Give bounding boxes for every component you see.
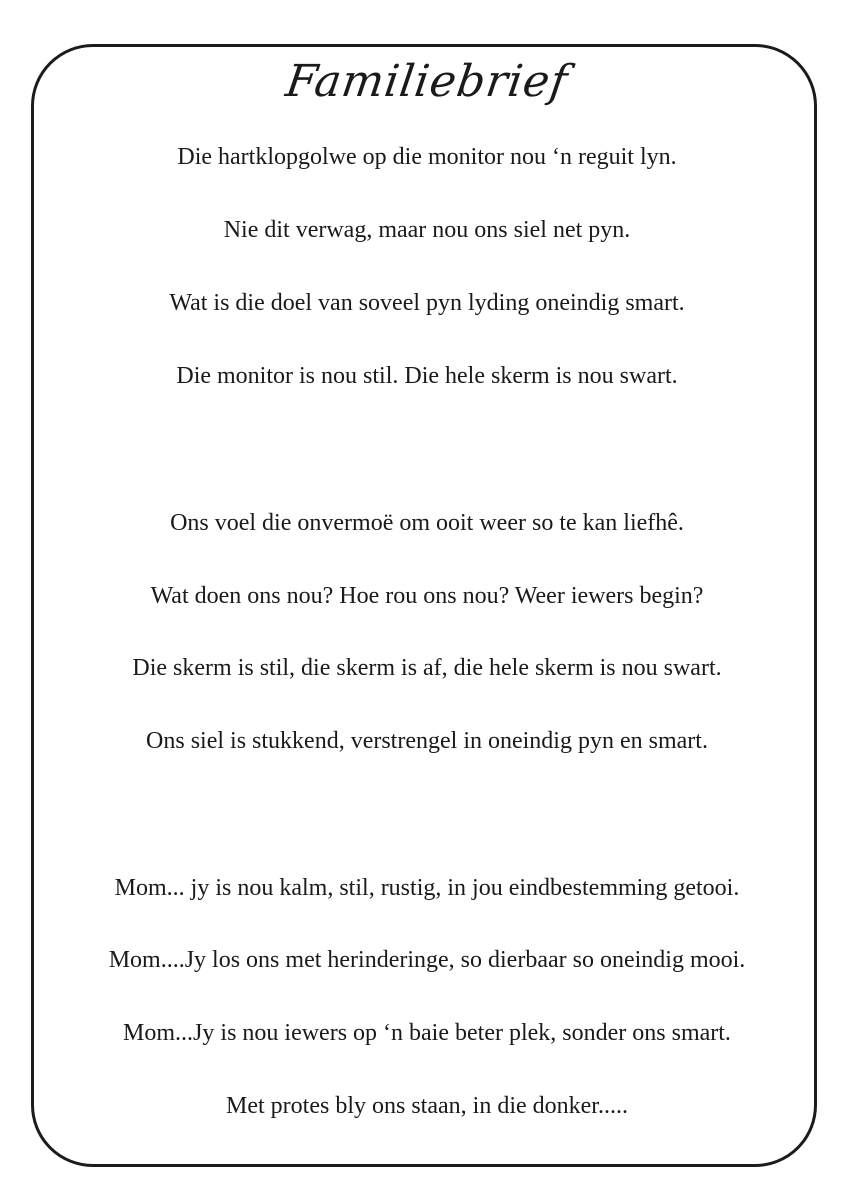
poem-line: Die hartklopgolwe op die monitor nou ‘n reguit lyn.: [177, 144, 677, 170]
poem-line: Mom...Jy is nou iewers op ‘n baie beter plek, sonder ons smart.: [123, 1020, 731, 1046]
poem-line: Ons voel die onvermoë om ooit weer so te kan liefhê.: [170, 510, 684, 536]
poem-line: Ons siel is stukkend, verstrengel in oneindig pyn en smart.: [146, 728, 708, 754]
poem-line: Die skerm is stil, die skerm is af, die hele skerm is nou swart.: [132, 655, 722, 681]
poem-line: Nie dit verwag, maar nou ons siel net pyn.: [223, 217, 631, 243]
poem-line: Met protes bly ons staan, in die donker.....: [226, 1093, 628, 1119]
document-title: Familiebrief: [282, 56, 572, 107]
poem-line: Die monitor is nou stil. Die hele skerm is nou swart.: [176, 363, 678, 389]
poem-line: Wat is die doel van soveel pyn lyding oneindig smart.: [169, 290, 685, 316]
poem-line: Wat doen ons nou? Hoe rou ons nou? Weer iewers begin?: [150, 583, 704, 609]
poem-line: Mom....Jy los ons met herinderinge, so dierbaar so oneindig mooi.: [108, 947, 746, 973]
poem-line: Mom... jy is nou kalm, stil, rustig, in jou eindbestemming getooi.: [114, 875, 740, 901]
